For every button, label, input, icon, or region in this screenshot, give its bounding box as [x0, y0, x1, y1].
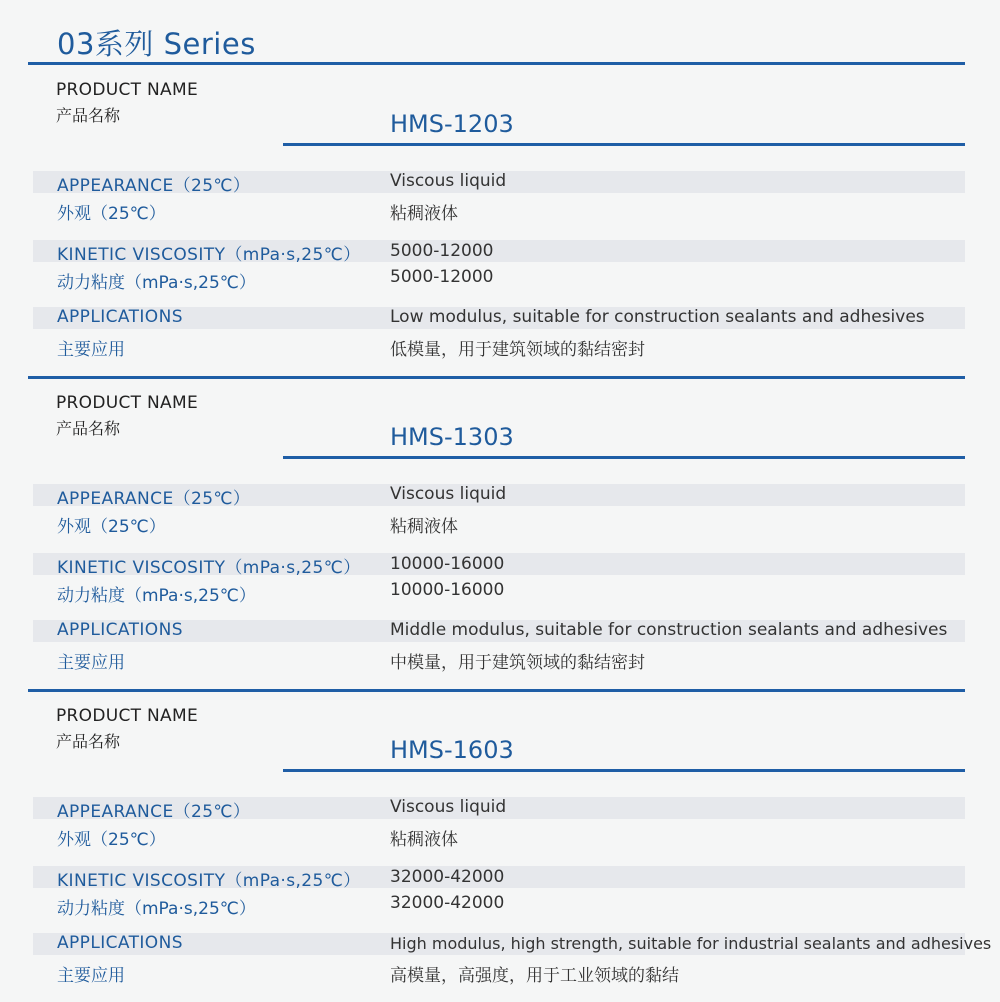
viscosity-value-en: 10000-16000: [390, 554, 505, 574]
product-name-label-en: PRODUCT NAME: [56, 393, 198, 413]
applications-label-zh: 主要应用: [57, 340, 125, 360]
appearance-value-zh: 粘稠液体: [390, 830, 458, 850]
appearance-value-en: Viscous liquid: [390, 171, 507, 191]
product-section: [0, 63, 1000, 376]
viscosity-label-en: KINETIC VISCOSITY（mPa·s,25℃）: [57, 245, 361, 265]
appearance-label-zh: 外观（25℃）: [57, 517, 166, 537]
appearance-label-zh: 外观（25℃）: [57, 830, 166, 850]
viscosity-value-en: 32000-42000: [390, 867, 505, 887]
applications-value-en: Middle modulus, suitable for construction sealants and adhesives: [390, 620, 948, 640]
viscosity-value-zh: 10000-16000: [390, 580, 505, 600]
product-section: [0, 689, 1000, 1002]
appearance-label-en: APPEARANCE（25℃）: [57, 802, 251, 822]
appearance-label-en: APPEARANCE（25℃）: [57, 176, 251, 196]
applications-label-zh: 主要应用: [57, 653, 125, 673]
appearance-value-zh: 粘稠液体: [390, 517, 458, 537]
appearance-value-en: Viscous liquid: [390, 484, 507, 504]
viscosity-value-zh: 32000-42000: [390, 893, 505, 913]
viscosity-label-zh: 动力粘度（mPa·s,25℃）: [57, 273, 256, 293]
section-divider: [28, 376, 965, 379]
applications-label-en: APPLICATIONS: [57, 933, 183, 953]
page-title: 03系列 Series: [57, 27, 256, 61]
viscosity-label-en: KINETIC VISCOSITY（mPa·s,25℃）: [57, 871, 361, 891]
applications-value-en: Low modulus, suitable for construction sealants and adhesives: [390, 307, 925, 327]
product-divider: [283, 143, 965, 146]
product-name-label-zh: 产品名称: [56, 419, 121, 438]
applications-label-en: APPLICATIONS: [57, 307, 183, 327]
product-code: HMS-1203: [390, 110, 514, 138]
applications-value-zh: 中模量，用于建筑领域的黏结密封: [390, 653, 645, 673]
product-divider: [283, 769, 965, 772]
product-section: [0, 376, 1000, 689]
applications-value-zh: 高模量，高强度，用于工业领域的黏结: [390, 966, 679, 986]
applications-value-zh: 低模量，用于建筑领域的黏结密封: [390, 340, 645, 360]
appearance-label-zh: 外观（25℃）: [57, 204, 166, 224]
applications-value-en: High modulus, high strength, suitable for industrial sealants and adhesives: [390, 934, 992, 953]
viscosity-label-zh: 动力粘度（mPa·s,25℃）: [57, 586, 256, 606]
product-divider: [283, 456, 965, 459]
product-code: HMS-1603: [390, 736, 514, 764]
applications-label-zh: 主要应用: [57, 966, 125, 986]
viscosity-label-zh: 动力粘度（mPa·s,25℃）: [57, 899, 256, 919]
product-name-label-zh: 产品名称: [56, 106, 121, 125]
product-name-label-zh: 产品名称: [56, 732, 121, 751]
appearance-value-en: Viscous liquid: [390, 797, 507, 817]
product-code: HMS-1303: [390, 423, 514, 451]
section-divider: [28, 689, 965, 692]
appearance-label-en: APPEARANCE（25℃）: [57, 489, 251, 509]
applications-label-en: APPLICATIONS: [57, 620, 183, 640]
product-name-label-en: PRODUCT NAME: [56, 706, 198, 726]
viscosity-label-en: KINETIC VISCOSITY（mPa·s,25℃）: [57, 558, 361, 578]
appearance-value-zh: 粘稠液体: [390, 204, 458, 224]
viscosity-value-zh: 5000-12000: [390, 267, 494, 287]
viscosity-value-en: 5000-12000: [390, 241, 494, 261]
product-name-label-en: PRODUCT NAME: [56, 80, 198, 100]
